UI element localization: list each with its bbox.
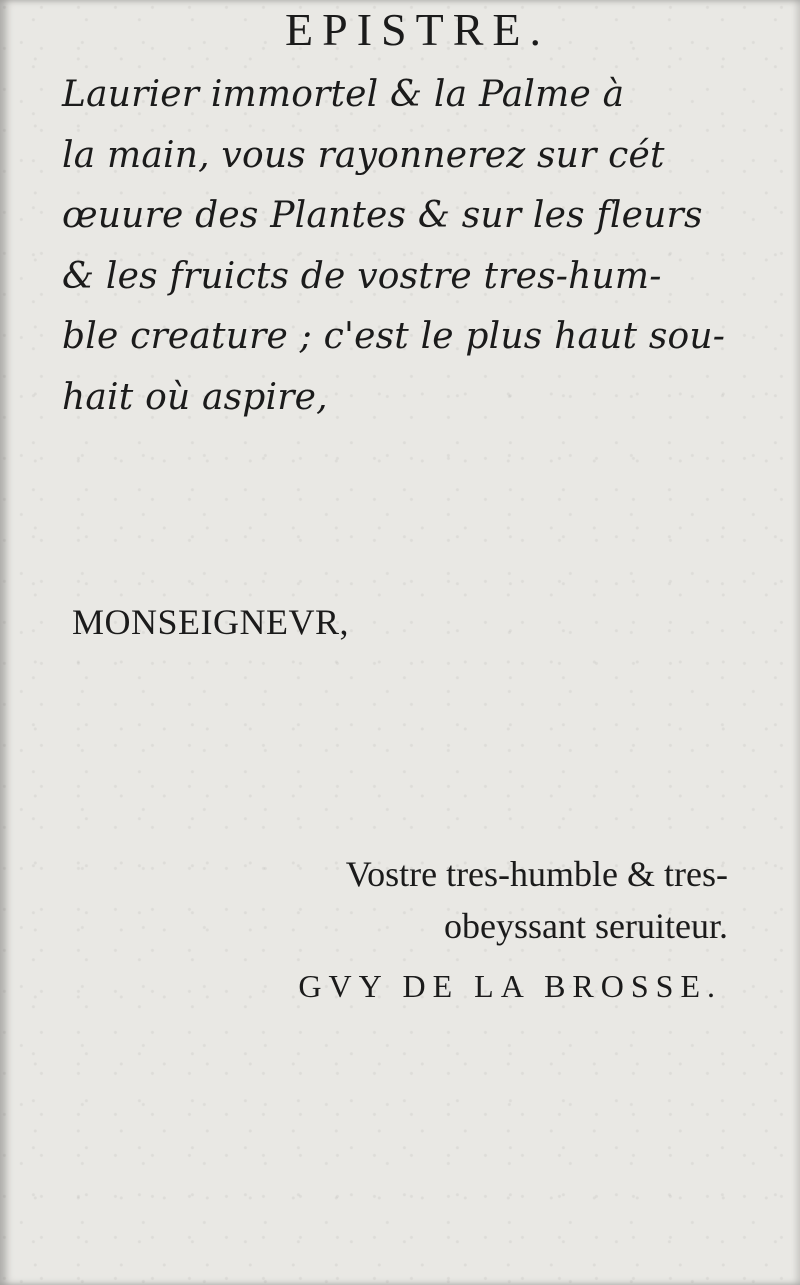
body-line: & les fruicts de vostre tres-hum- <box>62 255 662 297</box>
body-line: la main, vous rayonnerez sur cét <box>62 134 665 176</box>
signature: GVY DE LA BROSSE. <box>298 968 722 1004</box>
page-header: EPISTRE. <box>285 4 550 55</box>
body-line: hait où aspire, <box>62 376 328 418</box>
closing-line: obeyssant seruiteur. <box>444 906 728 946</box>
body-paragraph <box>62 65 727 428</box>
body-line: ble creature ; c'est le plus haut sou- <box>62 316 726 357</box>
salutation: MONSEIGNEVR, <box>72 602 350 642</box>
closing-formula <box>346 848 728 952</box>
body-line: Laurier immortel & la Palme à <box>62 74 625 115</box>
body-line: œuure des Plantes & sur les fleurs <box>62 195 703 236</box>
closing-line: Vostre tres-humble & tres- <box>345 854 728 894</box>
